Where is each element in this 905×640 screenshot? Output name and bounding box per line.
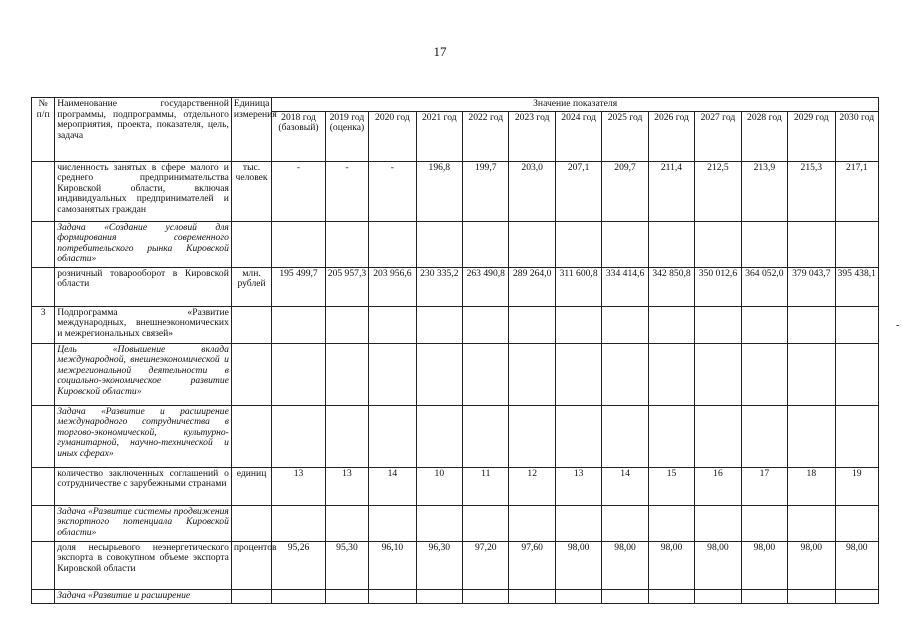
row-value xyxy=(369,221,416,267)
row-value xyxy=(741,343,787,405)
row-value xyxy=(835,589,878,603)
row-value xyxy=(272,505,326,541)
row-value xyxy=(602,221,648,267)
row-value: 342 850,8 xyxy=(648,267,694,306)
row-value: 311 600,8 xyxy=(555,267,601,306)
row-value: 98,00 xyxy=(555,541,601,589)
row-value xyxy=(509,505,555,541)
row-value: 16 xyxy=(695,467,741,505)
row-value xyxy=(463,221,509,267)
header-year: 2019 год (оценка) xyxy=(325,111,368,161)
row-value xyxy=(509,589,555,603)
row-unit xyxy=(231,343,271,405)
page-number: 17 xyxy=(433,44,447,59)
header-year: 2030 год xyxy=(835,111,878,161)
row-value xyxy=(788,505,835,541)
row-value xyxy=(416,221,462,267)
row-value xyxy=(555,343,601,405)
row-value: 196,8 xyxy=(416,161,462,221)
row-value xyxy=(835,343,878,405)
row-value xyxy=(835,221,878,267)
row-value xyxy=(695,589,741,603)
table-row xyxy=(32,541,879,589)
row-value: 98,00 xyxy=(741,541,787,589)
row-value xyxy=(325,405,368,467)
row-value xyxy=(695,505,741,541)
row-num xyxy=(32,541,55,589)
row-value xyxy=(602,343,648,405)
row-value: 98,00 xyxy=(835,541,878,589)
row-value: 98,00 xyxy=(695,541,741,589)
row-value xyxy=(555,589,601,603)
row-unit xyxy=(231,405,271,467)
row-value xyxy=(369,589,416,603)
row-value: 213,9 xyxy=(741,161,787,221)
row-value xyxy=(369,306,416,343)
row-value xyxy=(463,589,509,603)
row-value xyxy=(509,306,555,343)
row-value xyxy=(325,343,368,405)
row-value xyxy=(509,405,555,467)
table-row xyxy=(32,267,879,306)
row-value xyxy=(788,306,835,343)
row-value xyxy=(416,505,462,541)
row-value xyxy=(788,221,835,267)
table-row xyxy=(32,161,879,221)
row-value xyxy=(463,343,509,405)
row-name: Подпрограмма «Развитие международных, внешнеэкономических и межрегиональных связей» xyxy=(55,306,232,343)
header-year: 2022 год xyxy=(463,111,509,161)
row-value xyxy=(835,405,878,467)
row-value xyxy=(272,343,326,405)
row-value: - xyxy=(369,161,416,221)
row-unit: процентов xyxy=(231,541,271,589)
row-value xyxy=(648,343,694,405)
row-value xyxy=(325,221,368,267)
row-value: 13 xyxy=(272,467,326,505)
row-value: 98,00 xyxy=(788,541,835,589)
row-value xyxy=(272,405,326,467)
row-value xyxy=(509,343,555,405)
row-value xyxy=(695,306,741,343)
row-value xyxy=(555,306,601,343)
row-value: 230 335,2 xyxy=(416,267,462,306)
row-value: 211,4 xyxy=(648,161,694,221)
row-value xyxy=(835,306,878,343)
header-year: 2025 год xyxy=(602,111,648,161)
header-values-group: Значение показателя xyxy=(272,98,879,112)
row-value: 10 xyxy=(416,467,462,505)
row-value: 334 414,6 xyxy=(602,267,648,306)
row-value xyxy=(695,221,741,267)
row-value xyxy=(648,405,694,467)
row-value xyxy=(648,221,694,267)
row-value xyxy=(788,589,835,603)
row-value: 205 957,3 xyxy=(325,267,368,306)
row-value: 217,1 xyxy=(835,161,878,221)
row-value xyxy=(555,505,601,541)
row-num xyxy=(32,589,55,603)
row-unit: млн. рублей xyxy=(231,267,271,306)
indicator-table xyxy=(31,97,879,604)
row-value xyxy=(369,505,416,541)
header-year: 2027 год xyxy=(695,111,741,161)
row-value xyxy=(416,306,462,343)
row-name: Цель «Повышение вклада международной, внешнеэкономической и межрегиональной деятельности в социально-экономическое развитие Кировской области» xyxy=(55,343,232,405)
row-name: Задача «Развитие и расширение международного сотрудничества в торгово-экономической, культурно-гуманитарной, научно-технической и иных сферах» xyxy=(55,405,232,467)
row-value: 350 012,6 xyxy=(695,267,741,306)
row-value xyxy=(741,589,787,603)
row-name: Задача «Развитие и расширение xyxy=(55,589,232,603)
row-value xyxy=(416,589,462,603)
row-value: 195 499,7 xyxy=(272,267,326,306)
table-row xyxy=(32,343,879,405)
row-value xyxy=(695,405,741,467)
header-year: 2018 год (базовый) xyxy=(272,111,326,161)
row-value xyxy=(648,589,694,603)
row-num xyxy=(32,343,55,405)
header-year: 2029 год xyxy=(788,111,835,161)
row-value xyxy=(788,405,835,467)
header-unit: Единица измерения xyxy=(231,98,271,162)
row-value: 17 xyxy=(741,467,787,505)
row-unit xyxy=(231,221,271,267)
row-num xyxy=(32,161,55,221)
row-value xyxy=(695,343,741,405)
header-num: № п/п xyxy=(32,98,55,162)
row-value: 379 043,7 xyxy=(788,267,835,306)
row-value: 97,20 xyxy=(463,541,509,589)
row-value xyxy=(272,221,326,267)
row-value xyxy=(325,589,368,603)
row-value xyxy=(741,405,787,467)
row-value xyxy=(602,589,648,603)
table-row xyxy=(32,306,879,343)
row-num xyxy=(32,505,55,541)
row-num xyxy=(32,405,55,467)
row-name: Задача «Развитие системы продвижения экспортного потенциала Кировской области» xyxy=(55,505,232,541)
row-value xyxy=(602,405,648,467)
row-value xyxy=(509,221,555,267)
row-num xyxy=(32,467,55,505)
row-unit: единиц xyxy=(231,467,271,505)
row-value: 14 xyxy=(602,467,648,505)
header-year: 2024 год xyxy=(555,111,601,161)
row-value: 289 264,0 xyxy=(509,267,555,306)
row-unit xyxy=(231,505,271,541)
row-value: - xyxy=(325,161,368,221)
table-row xyxy=(32,221,879,267)
table-row xyxy=(32,589,879,603)
row-value: 395 438,1 xyxy=(835,267,878,306)
header-year: 2021 год xyxy=(416,111,462,161)
row-value xyxy=(369,405,416,467)
row-value xyxy=(555,405,601,467)
row-value: 18 xyxy=(788,467,835,505)
row-value xyxy=(463,405,509,467)
row-value: 212,5 xyxy=(695,161,741,221)
row-value: 263 490,8 xyxy=(463,267,509,306)
table-row xyxy=(32,505,879,541)
row-unit: тыс. человек xyxy=(231,161,271,221)
row-num: 3 xyxy=(32,306,55,343)
header-year: 2028 год xyxy=(741,111,787,161)
row-value: 96,30 xyxy=(416,541,462,589)
row-value: 11 xyxy=(463,467,509,505)
row-value xyxy=(325,306,368,343)
header-year: 2026 год xyxy=(648,111,694,161)
row-value: 13 xyxy=(555,467,601,505)
row-value xyxy=(555,221,601,267)
row-value xyxy=(788,343,835,405)
row-value xyxy=(835,505,878,541)
row-value: 12 xyxy=(509,467,555,505)
row-name: количество заключенных соглашений о сотрудничестве с зарубежными странами xyxy=(55,467,232,505)
row-value: 97,60 xyxy=(509,541,555,589)
row-value xyxy=(602,505,648,541)
row-num xyxy=(32,221,55,267)
row-value xyxy=(325,505,368,541)
row-unit xyxy=(231,306,271,343)
row-value: 98,00 xyxy=(602,541,648,589)
row-value xyxy=(463,505,509,541)
margin-mark: - xyxy=(896,320,900,331)
row-value: 15 xyxy=(648,467,694,505)
row-value: 364 052,0 xyxy=(741,267,787,306)
row-value: 209,7 xyxy=(602,161,648,221)
row-value xyxy=(272,589,326,603)
row-value: - xyxy=(272,161,326,221)
row-value xyxy=(416,405,462,467)
row-value: 95,30 xyxy=(325,541,368,589)
row-name: доля несырьевого неэнергетического экспорта в совокупном объеме экспорта Кировской области xyxy=(55,541,232,589)
row-value: 96,10 xyxy=(369,541,416,589)
row-value: 19 xyxy=(835,467,878,505)
row-value: 203,0 xyxy=(509,161,555,221)
header-year: 2020 год xyxy=(369,111,416,161)
row-unit xyxy=(231,589,271,603)
row-value xyxy=(463,306,509,343)
header-name: Наименование государственной программы, подпрограммы, отдельного мероприятия, проекта, показателя, цель, задача xyxy=(55,98,232,162)
table-row xyxy=(32,467,879,505)
row-value xyxy=(741,505,787,541)
row-value: 203 956,6 xyxy=(369,267,416,306)
row-value: 95,26 xyxy=(272,541,326,589)
row-value xyxy=(648,505,694,541)
row-value: 207,1 xyxy=(555,161,601,221)
row-num xyxy=(32,267,55,306)
row-name: розничный товарооборот в Кировской области xyxy=(55,267,232,306)
row-name: Задача «Создание условий для формирования современного потребительского рынка Кировской области» xyxy=(55,221,232,267)
header-year: 2023 год xyxy=(509,111,555,161)
row-value: 98,00 xyxy=(648,541,694,589)
row-value xyxy=(648,306,694,343)
row-value: 199,7 xyxy=(463,161,509,221)
row-value xyxy=(602,306,648,343)
row-value: 13 xyxy=(325,467,368,505)
row-name: численность занятых в сфере малого и среднего предпринимательства Кировской области, включая индивидуальных предпринимателей и самозанятых граждан xyxy=(55,161,232,221)
row-value: 215,3 xyxy=(788,161,835,221)
row-value xyxy=(416,343,462,405)
row-value: 14 xyxy=(369,467,416,505)
row-value xyxy=(741,306,787,343)
row-value xyxy=(272,306,326,343)
row-value xyxy=(741,221,787,267)
table-row xyxy=(32,405,879,467)
row-value xyxy=(369,343,416,405)
